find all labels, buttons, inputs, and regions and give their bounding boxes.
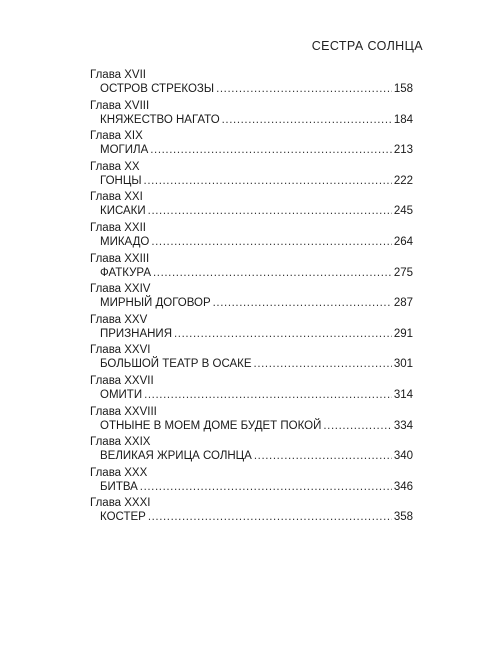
chapter-title-line [90,296,413,310]
chapter-title-line [90,510,413,524]
page-number: 291 [393,327,413,340]
chapter-label: Глава XXVI [90,344,151,357]
toc-entry [90,406,413,437]
chapter-title: БИТВА [100,480,138,493]
dot-leader [148,510,392,524]
dot-leader [213,296,392,310]
toc-entry [90,497,413,528]
page-number: 334 [393,419,413,432]
chapter-title: ВЕЛИКАЯ ЖРИЦА СОЛНЦА [100,450,252,463]
dot-leader [140,480,392,494]
toc-entry [90,283,413,314]
dot-leader [323,419,391,433]
chapter-label: Глава XIX [90,130,143,143]
chapter-title: ФАТКУРА [100,266,151,279]
toc-entry [90,69,413,100]
page-number: 340 [393,450,413,463]
page-number: 346 [393,480,413,493]
chapter-label: Глава XXX [90,466,148,479]
chapter-title-line [90,143,413,157]
chapter-label: Глава XXIV [90,283,151,296]
dot-leader [254,449,392,463]
page-number: 358 [393,511,413,524]
dot-leader [254,357,392,371]
chapter-title: ОМИТИ [100,388,143,401]
chapter-title: МИРНЫЙ ДОГОВОР [100,297,211,310]
chapter-title: МОГИЛА [100,144,149,157]
dot-leader [148,204,392,218]
page-number: 314 [393,388,413,401]
chapter-title: КНЯЖЕСТВО НАГАТО [100,113,220,126]
chapter-label: Глава XXIII [90,252,150,265]
toc-entry [90,467,413,498]
chapter-title-line [90,480,413,494]
dot-leader [174,327,392,341]
running-head: СЕСТРА СОЛНЦА [311,39,423,53]
chapter-title: ПРИЗНАНИЯ [100,327,172,340]
chapter-label: Глава XXXI [90,497,151,510]
chapter-label: Глава XX [90,160,140,173]
page-number: 287 [393,297,413,310]
dot-leader [144,388,392,402]
toc-entry [90,314,413,345]
page-number: 275 [393,266,413,279]
chapter-title: МИКАДО [100,235,150,248]
toc-entry [90,253,413,284]
toc-entry [90,375,413,406]
page-number: 264 [393,235,413,248]
chapter-label: Глава XVIII [90,99,150,112]
page-number: 184 [393,113,413,126]
chapter-label: Глава XVII [90,69,146,81]
chapter-label: Глава XXIX [90,436,151,449]
chapter-label: Глава XXVIII [90,405,157,418]
chapter-title: КОСТЕР [100,511,146,524]
chapter-label: Глава XXV [90,313,148,326]
table-of-contents [90,69,413,528]
chapter-title: БОЛЬШОЙ ТЕАТР В ОСАКЕ [100,358,252,371]
dot-leader [153,266,392,280]
toc-entry [90,344,413,375]
toc-entry [90,161,413,192]
chapter-label: Глава XXVII [90,374,154,387]
page-number: 213 [393,144,413,157]
chapter-title: КИСАКИ [100,205,146,218]
chapter-title-line [90,174,413,188]
chapter-title-line [90,327,413,341]
chapter-title-line [90,419,413,433]
chapter-title-line [90,204,413,218]
chapter-title: ОТНЫНЕ В МОЕМ ДОМЕ БУДЕТ ПОКОЙ [100,419,322,432]
chapter-title-line [90,235,413,249]
dot-leader [150,143,392,157]
toc-entry [90,130,413,161]
chapter-title: ГОНЦЫ [100,174,142,187]
chapter-title-line [90,82,413,96]
chapter-title-line [90,388,413,402]
chapter-label: Глава XXII [90,221,146,234]
toc-entry [90,100,413,131]
dot-leader [222,113,392,127]
chapter-label: Глава XXI [90,191,143,204]
chapter-title: ОСТРОВ СТРЕКОЗЫ [100,83,215,95]
chapter-title-line [90,357,413,371]
chapter-title-line [90,266,413,280]
page-number: 222 [393,174,413,187]
chapter-title-line [90,449,413,463]
page-number: 158 [393,83,413,95]
toc-entry [90,191,413,222]
dot-leader [151,235,391,249]
dot-leader [216,82,392,96]
toc-entry [90,222,413,253]
toc-entry [90,436,413,467]
page-number: 245 [393,205,413,218]
chapter-title-line [90,113,413,127]
dot-leader [144,174,392,188]
page-number: 301 [393,358,413,371]
